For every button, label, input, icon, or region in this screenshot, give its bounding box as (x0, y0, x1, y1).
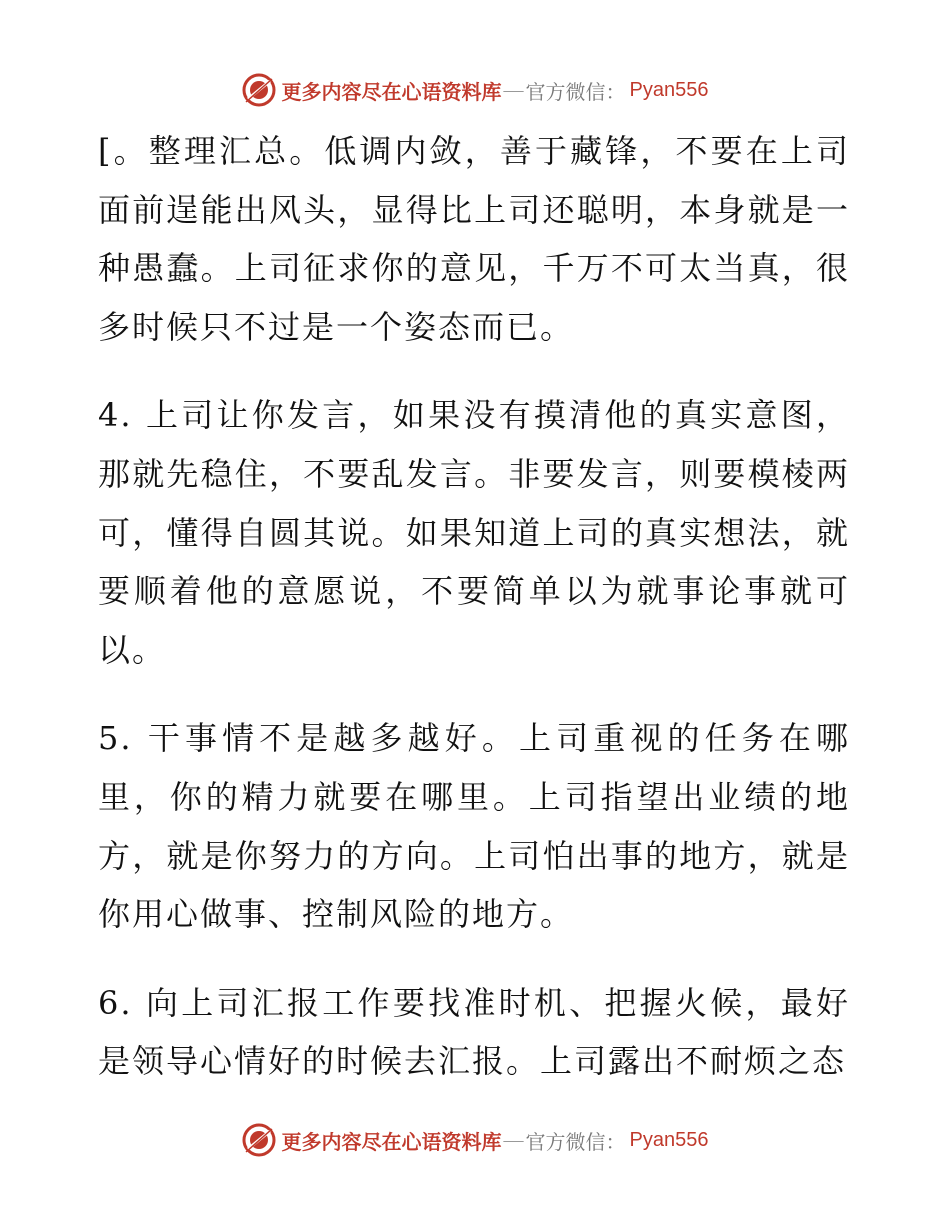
paragraph-5: 5. 干事情不是越多越好。上司重视的任务在哪里，你的精力就要在哪里。上司指望出业绩的地方，就是你努力的方向。上司怕出事的地方，就是你用心做事、控制风险的地方。 (98, 719, 850, 934)
document-body (98, 122, 850, 1091)
paragraph-4: 4. 上司让你发言，如果没有摸清他的真实意图，那就先稳住，不要乱发言。非要发言，则要模棱两可，懂得自圆其说。如果知道上司的真实想法，就要顺着他的意愿说，不要简单以为就事论事就可以。 (98, 396, 850, 669)
header-wechat-id: Pyan556 (629, 78, 709, 101)
paragraph-3: [。整理汇总。低调内敛，善于藏锋，不要在上司面前逞能出风头，显得比上司还聪明，本身就是一种愚蠢。上司征求你的意见，千万不可太当真，很多时候只不过是一个姿态而已。 (98, 132, 850, 346)
footer-wechat-id: Pyan556 (629, 1128, 709, 1151)
paragraph-6: 6. 向上司汇报工作要找准时机、把握火候，最好是领导心情好的时候去汇报。上司露出不耐烦之态 (98, 983, 850, 1081)
footer-dash: — (503, 1128, 524, 1151)
header-wechat-label: 官方微信： (525, 81, 626, 104)
brand-logo-icon (242, 1123, 276, 1157)
header-watermark-text: 更多内容尽在心语资料库 (281, 79, 502, 104)
footer-watermark-text: 更多内容尽在心语资料库 (281, 1129, 502, 1154)
footer-wechat-label: 官方微信： (525, 1131, 626, 1154)
header-dash: — (503, 78, 524, 101)
footer-watermark (0, 1120, 950, 1160)
brand-logo-icon (242, 73, 276, 107)
header-watermark (0, 70, 950, 110)
